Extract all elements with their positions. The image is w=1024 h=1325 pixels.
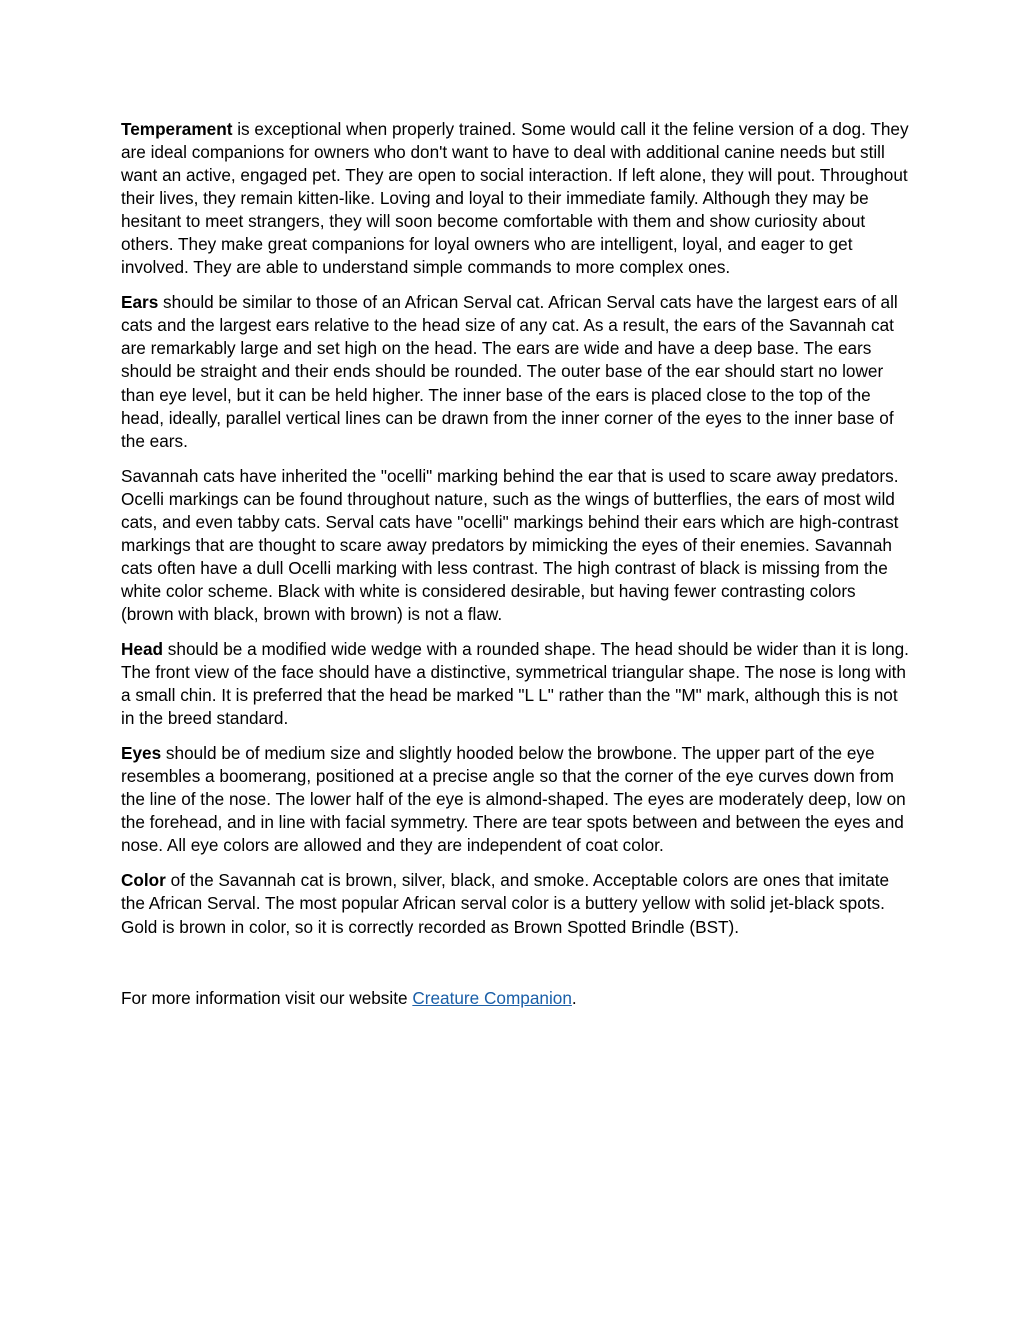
paragraph-eyes — [121, 742, 911, 857]
spacer — [121, 951, 911, 987]
paragraph-ears — [121, 291, 911, 452]
paragraph-ocelli — [121, 465, 911, 626]
paragraph-head — [121, 638, 911, 730]
paragraph-color — [121, 869, 911, 938]
heading-ears: Ears — [121, 292, 159, 313]
footer-paragraph — [121, 987, 911, 1010]
document-body — [121, 118, 911, 1022]
footer-prefix: For more information visit our website — [121, 987, 413, 1008]
text-eyes: should be of medium size and slightly hooded below the browbone. The upper part of the eye resembles a boomerang, positioned at a precise angle so that the corner of the eye curves down from the line of the nose. The lower half of the eye is almond-shaped. The eyes are moderately deep, low on the forehead, and in line with facial symmetry. There are tear spots between and between the eyes and nose. All eye colors are allowed and they are independent of coat color. — [121, 743, 906, 856]
heading-color: Color — [121, 870, 166, 891]
heading-temperament: Temperament — [121, 119, 233, 139]
heading-head: Head — [121, 638, 164, 659]
footer-suffix: . — [571, 987, 577, 1008]
heading-eyes: Eyes — [121, 743, 162, 764]
text-ears: should be similar to those of an African Serval cat. African Serval cats have the largest ears of all cats and the largest ears relative to the head size of any cat. As a result, the ears of the Savannah cat are remarkably large and set high on the head. The ears are wide and have a deep base. The ears should be straight and their ends should be rounded. The outer base of the ear should start no lower than eye level, but it can be held higher. The inner base of the ears is placed close to the top of the head, ideally, parallel vertical lines can be drawn from the inner corner of the eyes to the inner base of the ears. — [121, 292, 898, 451]
paragraph-temperament — [121, 118, 911, 279]
text-temperament: is exceptional when properly trained. Some would call it the feline version of a dog. They are ideal companions for owners who don't want to have to deal with additional canine needs but still want an active, engaged pet. They are open to social interaction. If left alone, they will pout. Throughout their lives, they remain kitten-like. Loving and loyal to their immediate family. Although they may be hesitant to meet strangers, they will soon become comfortable with them and show curiosity about others. They make great companions for loyal owners who are intelligent, loyal, and eager to get involved. They are able to understand simple commands to more complex ones. — [121, 119, 909, 278]
creature-companion-link[interactable]: Creature Companion — [412, 987, 572, 1008]
text-color: of the Savannah cat is brown, silver, black, and smoke. Acceptable colors are ones that imitate the African Serval. The most popular African serval color is a buttery yellow with solid jet-black spots. Gold is brown in color, so it is correctly recorded as Brown Spotted Brindle (BST). — [121, 870, 890, 937]
text-head: should be a modified wide wedge with a rounded shape. The head should be wider than it is long. The front view of the face should have a distinctive, symmetrical triangular shape. The nose is long with a small chin. It is preferred that the head be marked "L L" rather than the "M" mark, although this is not in the breed standard. — [121, 638, 909, 729]
text-ocelli: Savannah cats have inherited the "ocelli" marking behind the ear that is used to scare away predators. Ocelli markings can be found throughout nature, such as the wings of butterflies, the ears of most wild cats, and even tabby cats. Serval cats have "ocelli" markings behind their ears which are high-contrast markings that are thought to scare away predators by mimicking the eyes of their enemies. Savannah cats often have a dull Ocelli marking with less contrast. The high contrast of black is missing from the white color scheme. Black with white is considered desirable, but having fewer contrasting colors (brown with black, brown with brown) is not a flaw. — [121, 465, 899, 624]
